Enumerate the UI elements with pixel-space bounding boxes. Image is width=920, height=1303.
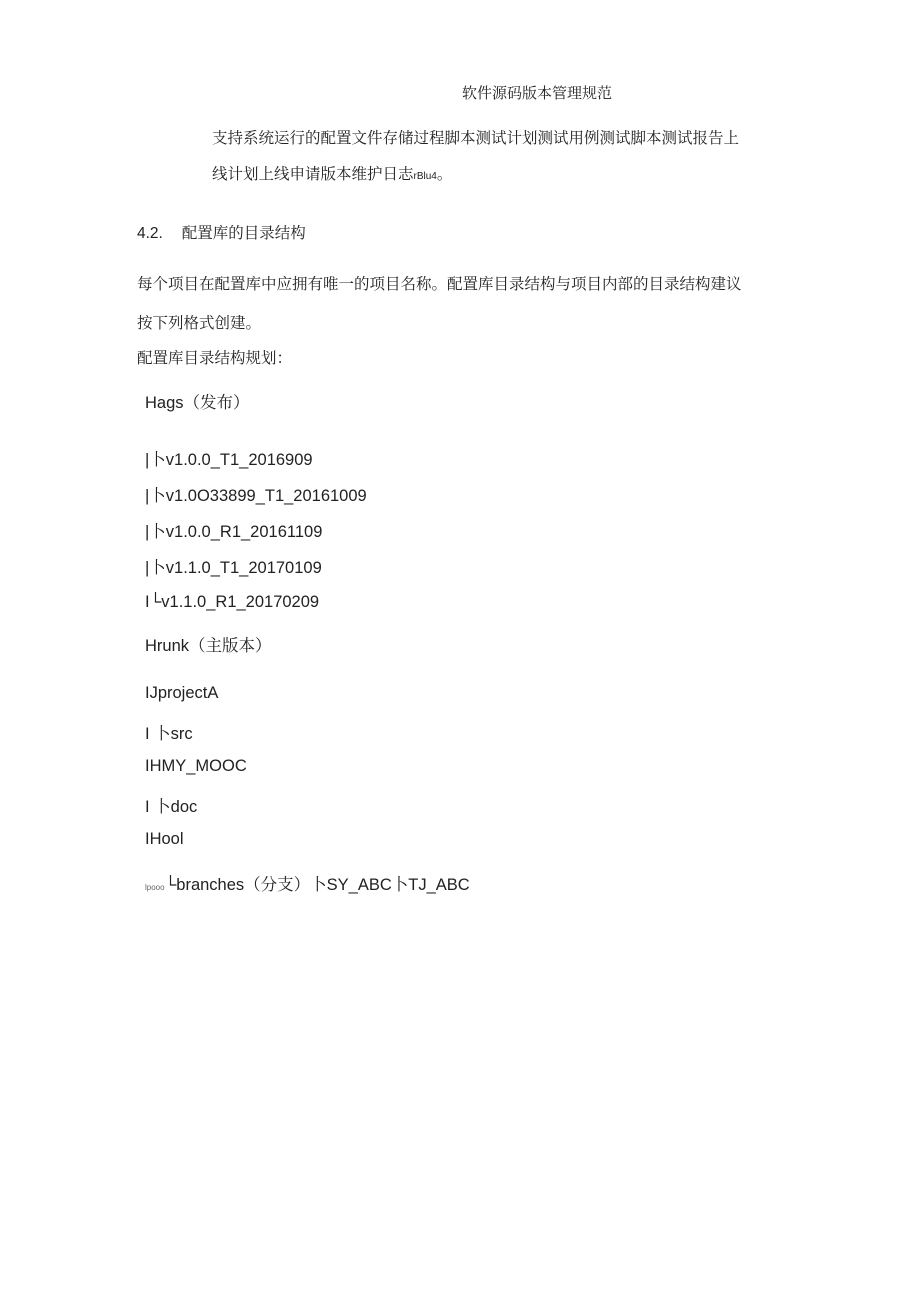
page-header-title: 软件源码版本管理规范 <box>462 84 613 102</box>
tree-trunk-label: Hrunk（主版本） <box>145 637 272 655</box>
tree-trunk-item: IHool <box>145 830 184 848</box>
para-line-1: 每个项目在配置库中应拥有唯一的项目名称。配置库目录结构与项目内部的目录结构建议 <box>137 275 742 293</box>
intro-line-1: 支持系统运行的配置文件存储过程脚本测试计划测试用例测试脚本测试报告上 <box>212 129 740 147</box>
intro-line-2-text: 线计划上线申请版本维护日志 <box>212 165 414 183</box>
intro-line-2-end: 。 <box>436 165 453 183</box>
tree-tags-item: |卜v1.1.0_T1_20170109 <box>145 559 322 577</box>
para-line-2: 按下列格式创建。 <box>137 314 262 332</box>
tree-branches-line: └branches（分支）卜SY_ABC卜TJ_ABC <box>164 876 470 894</box>
tree-trunk-item: IHMY_MOOC <box>145 757 247 775</box>
intro-line-2-tail: rBlu4 <box>413 171 437 182</box>
tree-tags-item: |卜v1.0.0_T1_2016909 <box>145 451 313 469</box>
section-number: 4.2. <box>137 225 163 242</box>
tree-trunk-item: I 卜src <box>145 725 193 743</box>
section-heading <box>137 221 306 243</box>
tree-tags-label: Hags（发布） <box>145 394 250 412</box>
tree-tags-item: |卜v1.0O33899_T1_20161009 <box>145 487 367 505</box>
tree-branches-prefix: lpooo <box>145 883 165 892</box>
tree-branches-row <box>145 871 470 895</box>
tree-tags-item: |卜v1.0.0_R1_20161109 <box>145 523 323 541</box>
tree-trunk-item: IJprojectA <box>145 684 219 702</box>
tree-trunk-item: I 卜doc <box>145 798 198 816</box>
tree-tags-item: I└v1.1.0_R1_20170209 <box>145 593 320 611</box>
intro-line-2 <box>212 162 452 184</box>
section-title: 配置库的目录结构 <box>181 224 306 242</box>
para-line-3: 配置库目录结构规划： <box>137 349 293 367</box>
